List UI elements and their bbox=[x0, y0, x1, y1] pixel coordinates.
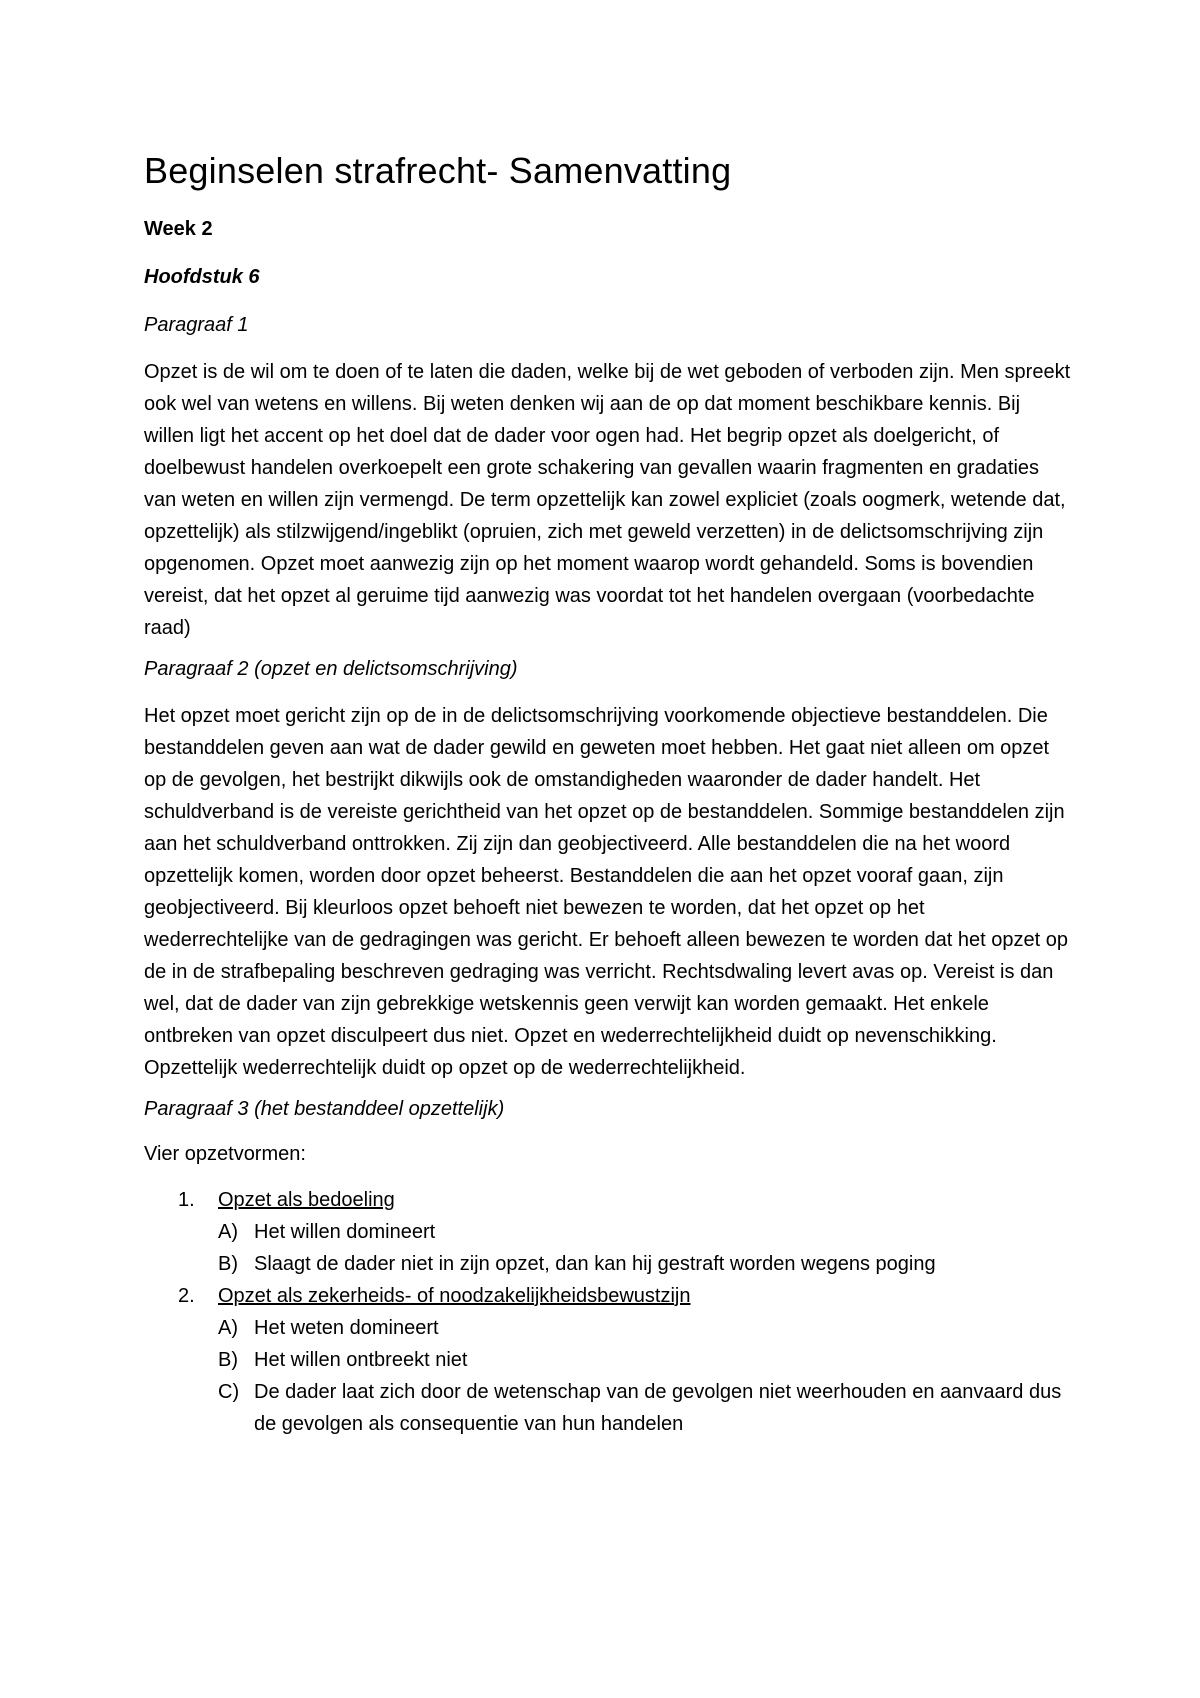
sub-list-item bbox=[218, 1312, 1074, 1344]
section-intro-3: Vier opzetvormen: bbox=[144, 1143, 306, 1165]
form-title: Opzet als bedoeling bbox=[218, 1189, 395, 1211]
sub-list-item bbox=[218, 1248, 1074, 1280]
sub-text: Het willen domineert bbox=[254, 1221, 436, 1243]
sub-text: Slaagt de dader niet in zijn opzet, dan kan hij gestraft worden wegens poging bbox=[254, 1253, 936, 1275]
opzet-forms-list bbox=[144, 1184, 1074, 1440]
sub-letter: C) bbox=[218, 1381, 240, 1403]
section-body-1: Opzet is de wil om te doen of te laten die daden, welke bij de wet geboden of verboden zijn. Men spreekt ook wel van wetens en willens. Bij weten denken wij aan de op dat moment beschikbare kennis. Bij willen ligt het accent op het doel dat de dader voor ogen had. Het begrip opzet als doelgericht, of doelbewust handelen overkoepelt een grote schakering van gevallen waarin fragmenten en gradaties van weten en willen zijn vermengd. De term opzettelijk kan zowel expliciet (zoals oogmerk, wetende dat, opzettelijk) als stilzwijgend/ingeblikt (opruien, zich met geweld verzetten) in de delictsomschrijving zijn opgenomen. Opzet moet aanwezig zijn op het moment waarop wordt gehandeld. Soms is bovendien vereist, dat het opzet al geruime tijd aanwezig was voordat tot het handelen overgaan (voorbedachte raad) bbox=[144, 361, 1071, 639]
list-item bbox=[144, 1280, 1074, 1440]
sub-list bbox=[218, 1216, 1074, 1280]
form-title: Opzet als zekerheids- of noodzakelijkheidsbewustzijn bbox=[218, 1285, 691, 1307]
list-number: 2. bbox=[178, 1285, 195, 1307]
sub-list-item bbox=[218, 1376, 1074, 1440]
sub-list bbox=[218, 1312, 1074, 1440]
section-heading-3: Paragraaf 3 (het bestanddeel opzettelijk) bbox=[144, 1098, 505, 1120]
section-heading-1: Paragraaf 1 bbox=[144, 314, 249, 336]
document-title: Beginselen strafrecht- Samenvatting bbox=[144, 150, 732, 191]
sub-text: Het willen ontbreekt niet bbox=[254, 1349, 468, 1371]
sub-letter: A) bbox=[218, 1317, 238, 1339]
sub-list-item bbox=[218, 1216, 1074, 1248]
chapter-heading: Hoofdstuk 6 bbox=[144, 266, 260, 288]
sub-letter: A) bbox=[218, 1221, 238, 1243]
sub-letter: B) bbox=[218, 1253, 238, 1275]
sub-letter: B) bbox=[218, 1349, 238, 1371]
document-page bbox=[144, 148, 1074, 1440]
list-number: 1. bbox=[178, 1189, 195, 1211]
section-body-2: Het opzet moet gericht zijn op de in de delictsomschrijving voorkomende objectieve bestanddelen. Die bestanddelen geven aan wat de dader gewild en geweten moet hebben. Het gaat niet alleen om opzet op de gevolgen, het bestrijkt dikwijls ook de omstandigheden waaronder de dader handelt. Het schuldverband is de vereiste gerichtheid van het opzet op de bestanddelen. Sommige bestanddelen zijn aan het schuldverband onttrokken. Zij zijn dan geobjectiveerd. Alle bestanddelen die na het woord opzettelijk komen, worden door opzet beheerst. Bestanddelen die aan het opzet vooraf gaan, zijn geobjectiveerd. Bij kleurloos opzet behoeft niet bewezen te worden, dat het opzet op het wederrechtelijke van de gedragingen was gericht. Er behoeft alleen bewezen te worden dat het opzet op de in de strafbepaling beschreven gedraging was verricht. Rechtsdwaling levert avas op. Vereist is dan wel, dat de dader van zijn gebrekkige wetskennis geen verwijt kan worden gemaakt. Het enkele ontbreken van opzet disculpeert dus niet. Opzet en wederrechtelijkheid duidt op nevenschikking. Opzettelijk wederrechtelijk duidt op opzet op de wederrechtelijkheid. bbox=[144, 705, 1068, 1079]
sub-list-item bbox=[218, 1344, 1074, 1376]
sub-text: Het weten domineert bbox=[254, 1317, 439, 1339]
list-item bbox=[144, 1184, 1074, 1280]
week-label: Week 2 bbox=[144, 218, 213, 240]
section-heading-2: Paragraaf 2 (opzet en delictsomschrijving) bbox=[144, 658, 518, 680]
sub-text: De dader laat zich door de wetenschap van de gevolgen niet weerhouden en aanvaard dus de gevolgen als consequentie van hun handelen bbox=[254, 1381, 1062, 1435]
